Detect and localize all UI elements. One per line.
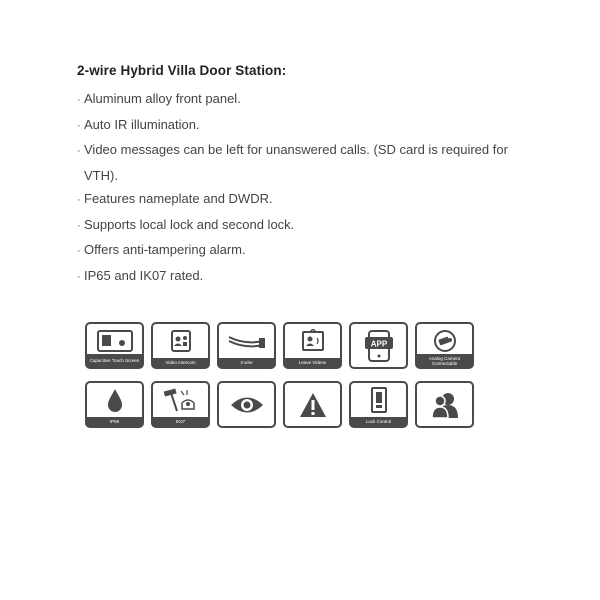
analog-camera-label: Analog Camera Connectable xyxy=(417,354,472,367)
water-drop-icon xyxy=(87,386,142,414)
lock-control-icon xyxy=(351,386,406,414)
warning-tile xyxy=(283,381,342,428)
ik07-label: IK07 xyxy=(153,417,208,426)
users-tile xyxy=(415,381,474,428)
bullet: · xyxy=(77,245,81,257)
feature-item: · Aluminum alloy front panel. xyxy=(77,87,537,113)
eye-tile xyxy=(217,381,276,428)
ip65-tile xyxy=(85,381,144,428)
feature-icon-grid xyxy=(85,322,485,440)
lock-control-label: Lock Control xyxy=(351,417,406,426)
icon-row-2 xyxy=(85,381,485,428)
ik07-tile xyxy=(151,381,210,428)
users-icon xyxy=(417,383,472,426)
video-intercom-label: Video Intercom xyxy=(153,358,208,367)
leave-videos-icon xyxy=(285,327,340,355)
eye-icon xyxy=(219,383,274,426)
feature-item: · Video messages can be left for unanswered calls. (SD card is required for VTH). xyxy=(77,142,508,183)
document-title: 2-wire Hybrid Villa Door Station: xyxy=(77,63,287,78)
feature-item: · Offers anti-tampering alarm. xyxy=(77,238,537,264)
touch-screen-tile xyxy=(85,322,144,369)
analog-camera-tile xyxy=(415,322,474,369)
feature-item: · IP65 and IK07 rated. xyxy=(77,264,537,290)
document-section xyxy=(77,63,537,289)
hammer-icon xyxy=(153,386,208,414)
video-intercom-tile xyxy=(151,322,210,369)
icon-row-1 xyxy=(85,322,485,369)
leave-videos-label: Leave Videos xyxy=(285,358,340,367)
feature-list xyxy=(77,87,537,289)
feature-item: · Auto IR illumination. xyxy=(77,113,537,139)
app-glyph-text: APP xyxy=(370,339,387,348)
leave-videos-tile xyxy=(283,322,342,369)
app-icon xyxy=(351,324,406,367)
bullet: · xyxy=(77,94,81,106)
bullet: · xyxy=(77,119,81,132)
feature-item: · Features nameplate and DWDR. xyxy=(77,187,537,213)
touch-screen-label: Capacitive Touch Screen xyxy=(87,354,142,367)
two-wire-icon xyxy=(219,327,274,355)
bullet: · xyxy=(77,145,81,157)
two-wire-label: 2-wire xyxy=(219,358,274,367)
lock-control-tile xyxy=(349,381,408,428)
bullet: · xyxy=(77,194,81,206)
bullet: · xyxy=(77,270,81,283)
app-tile xyxy=(349,322,408,369)
feature-item: · Supports local lock and second lock. xyxy=(77,213,537,239)
warning-icon xyxy=(285,383,340,426)
analog-camera-icon xyxy=(417,327,472,355)
touch-screen-icon xyxy=(87,327,142,355)
bullet: · xyxy=(77,219,81,232)
ip65-label: IP65 xyxy=(87,417,142,426)
video-intercom-icon xyxy=(153,327,208,355)
two-wire-tile xyxy=(217,322,276,369)
